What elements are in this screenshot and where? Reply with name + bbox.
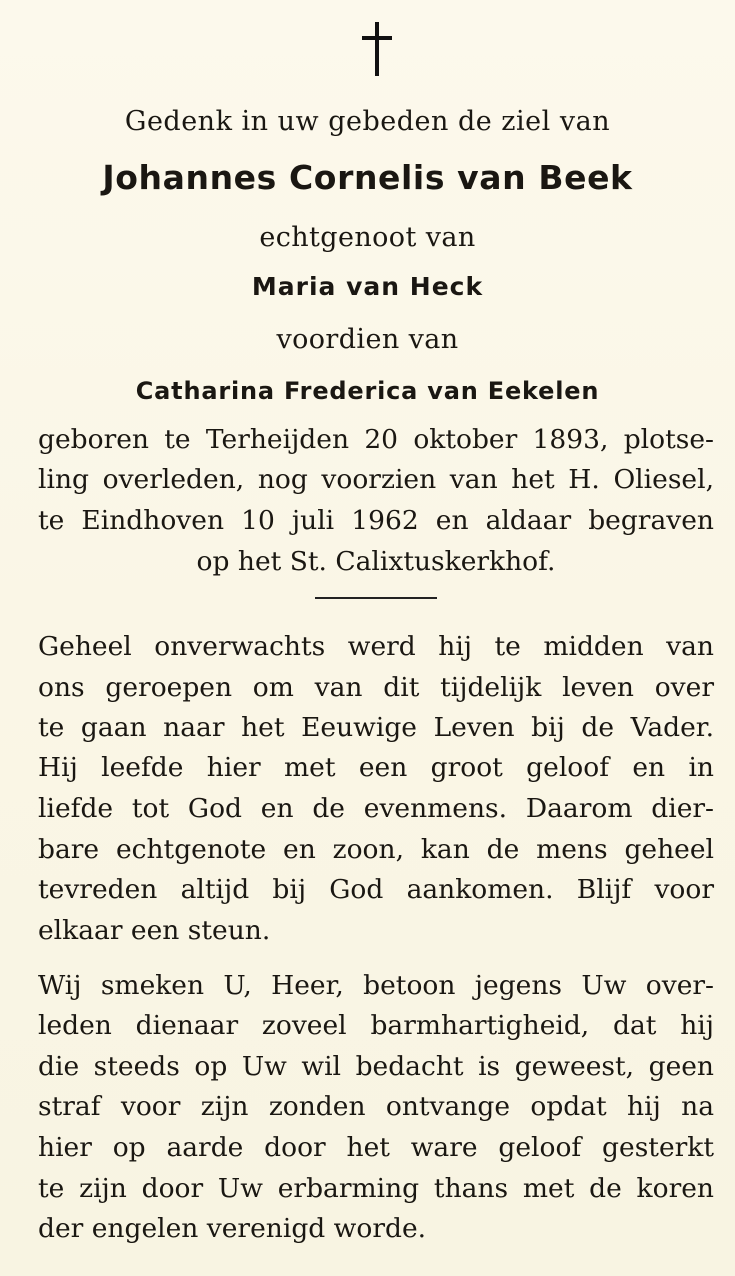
paragraph-line: tevreden altijd bij God aankomen. Blijf voor — [38, 874, 714, 905]
paragraph-line: straf voor zijn zonden ontvange opdat hij na — [38, 1091, 714, 1122]
paragraph-line: te gaan naar het Eeuwige Leven bij de Vader. — [38, 712, 714, 743]
paragraph-line: elkaar een steun. — [38, 915, 271, 946]
paragraph-line: te zijn door Uw erbarming thans met de koren — [38, 1173, 714, 1204]
paragraph-line: liefde tot God en de evenmens. Daarom dier- — [38, 793, 714, 824]
cross-icon — [362, 22, 392, 76]
biography-line: te Eindhoven 10 juli 1962 en aldaar begraven — [38, 505, 714, 536]
deceased-name: Johannes Cornelis van Beek — [102, 158, 633, 197]
paragraph-line: Geheel onverwachts werd hij te midden van — [38, 631, 714, 662]
paragraph-line: hier op aarde door het ware geloof gesterkt — [38, 1132, 714, 1163]
spouse-intro: echtgenoot van — [259, 222, 476, 253]
paragraph-line: leden dienaar zoveel barmhartigheid, dat hij — [38, 1010, 714, 1041]
divider — [315, 597, 437, 599]
paragraph-line: Wij smeken U, Heer, betoon jegens Uw over- — [38, 970, 714, 1001]
biography-line: ling overleden, nog voorzien van het H. Oliesel, — [38, 464, 714, 495]
paragraph-line: ons geroepen om van dit tijdelijk leven over — [38, 672, 714, 703]
paragraph-line: die steeds op Uw wil bedacht is geweest, geen — [38, 1051, 714, 1082]
biography-line: op het St. Calixtuskerkhof. — [196, 546, 556, 577]
biography-line: geboren te Terheijden 20 oktober 1893, plotse- — [38, 424, 714, 455]
paragraph-line: Hij leefde hier met een groot geloof en in — [38, 752, 714, 783]
former-spouse-intro: voordien van — [276, 324, 459, 355]
former-spouse-name: Catharina Frederica van Eekelen — [135, 377, 600, 405]
spouse-name: Maria van Heck — [251, 272, 484, 301]
paragraph-line: der engelen verenigd worde. — [38, 1213, 427, 1244]
intro-text: Gedenk in uw gebeden de ziel van — [124, 106, 611, 137]
paragraph-line: bare echtgenote en zoon, kan de mens geheel — [38, 834, 714, 865]
